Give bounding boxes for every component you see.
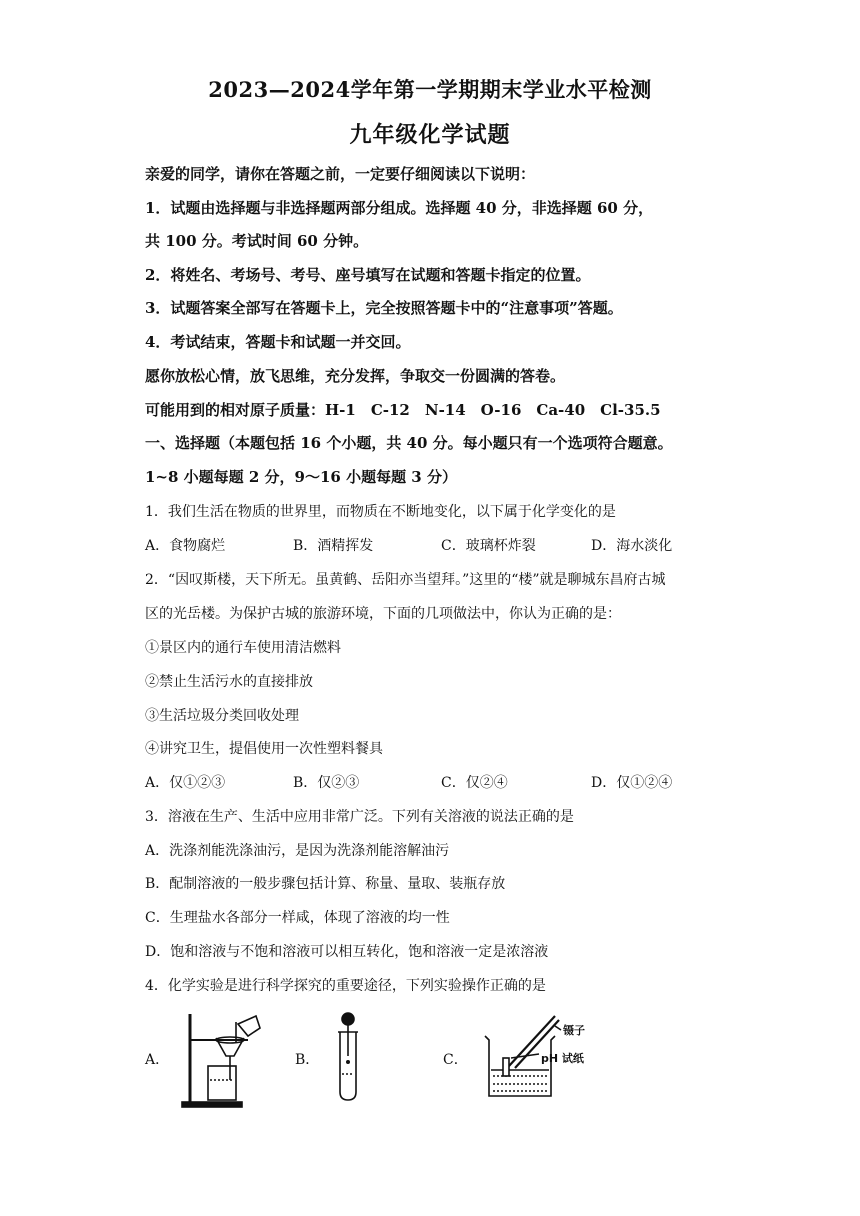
- section-heading-a: 一、选择题（本题包括 16 个小题，共 40 分。每小题只有一个选项符合题意。: [145, 434, 673, 452]
- q1-option-b: B．酒精挥发: [293, 538, 374, 554]
- q4-label-a: A．: [145, 1052, 170, 1068]
- q1-option-a: A．食物腐烂: [145, 538, 226, 554]
- q3-option-a: A．洗涤剂能洗涤油污，是因为洗涤剂能溶解油污: [145, 843, 450, 859]
- section-heading-b: 1~8 小题每题 2 分，9～16 小题每题 3 分）: [145, 468, 457, 486]
- q1-option-c: C．玻璃杯炸裂: [441, 538, 536, 554]
- q1-stem: 1．我们生活在物质的世界里，而物质在不断地变化，以下属于化学变化的是: [145, 504, 616, 520]
- q3-option-c: C．生理盐水各部分一样咸，体现了溶液的均一性: [145, 910, 450, 926]
- tweezers-label: 镊子: [563, 1024, 585, 1037]
- instructions-greeting: 亲爱的同学，请你在答题之前，一定要仔细阅读以下说明：: [145, 165, 536, 183]
- q2-option-d: D．仅①②④: [591, 775, 673, 791]
- q2-item-1: ①景区内的通行车使用清洁燃料: [145, 640, 341, 656]
- q2-item-3: ③生活垃圾分类回收处理: [145, 708, 299, 724]
- q2-option-a: A．仅①②③: [145, 775, 226, 791]
- q2-item-2: ②禁止生活污水的直接排放: [145, 674, 313, 690]
- q4-label-c: C．: [443, 1052, 468, 1068]
- q1-options: [145, 535, 745, 555]
- q4-label-b: B．: [295, 1052, 320, 1068]
- q2-item-4: ④讲究卫生，提倡使用一次性塑料餐具: [145, 741, 383, 757]
- q4-stem: 4．化学实验是进行科学探究的重要途径，下列实验操作正确的是: [145, 978, 546, 994]
- q3-option-b: B．配制溶液的一般步骤包括计算、称量、量取、装瓶存放: [145, 876, 506, 892]
- q2-stem-b: 区的光岳楼。为保护古城的旅游环境，下面的几项做法中，你认为正确的是：: [145, 606, 621, 622]
- ph-paper-label: pH 试纸: [541, 1052, 584, 1065]
- instruction-item-4: 4．考试结束，答题卡和试题一并交回。: [145, 333, 411, 351]
- exam-subtitle: 九年级化学试题: [349, 122, 511, 148]
- instruction-wish: 愿你放松心情，放飞思维，充分发挥，争取交一份圆满的答卷。: [145, 367, 566, 385]
- q2-stem-a: 2．“因叹斯楼，天下所无。虽黄鹤、岳阳亦当望拜。”这里的“楼”就是聊城东昌府古城: [145, 572, 666, 588]
- q1-option-d: D．海水淡化: [591, 538, 673, 554]
- atomic-masses: 可能用到的相对原子质量：H-1 C-12 N-14 O-16 Ca-40 Cl-35.5: [145, 401, 661, 419]
- q2-option-b: B．仅②③: [293, 775, 360, 791]
- dropper-figure: [328, 1012, 368, 1104]
- q3-stem: 3．溶液在生产、生活中应用非常广泛。下列有关溶液的说法正确的是: [145, 809, 574, 825]
- ph-test-figure: [475, 1010, 595, 1102]
- exam-title: 2023—2024学年第一学期期末学业水平检测: [208, 77, 652, 102]
- instruction-item-1b: 共 100 分。考试时间 60 分钟。: [145, 232, 369, 250]
- instruction-item-2: 2．将姓名、考场号、考号、座号填写在试题和答题卡指定的位置。: [145, 266, 591, 284]
- filtration-figure: [178, 1010, 268, 1110]
- q2-option-c: C．仅②④: [441, 775, 508, 791]
- instruction-item-1a: 1．试题由选择题与非选择题两部分组成。选择题 40 分，非选择题 60 分，: [145, 199, 654, 217]
- instruction-item-3: 3．试题答案全部写在答题卡上，完全按照答题卡中的“注意事项”答题。: [145, 299, 623, 317]
- q3-option-d: D．饱和溶液与不饱和溶液可以相互转化，饱和溶液一定是浓溶液: [145, 944, 549, 960]
- q2-options: [145, 772, 745, 792]
